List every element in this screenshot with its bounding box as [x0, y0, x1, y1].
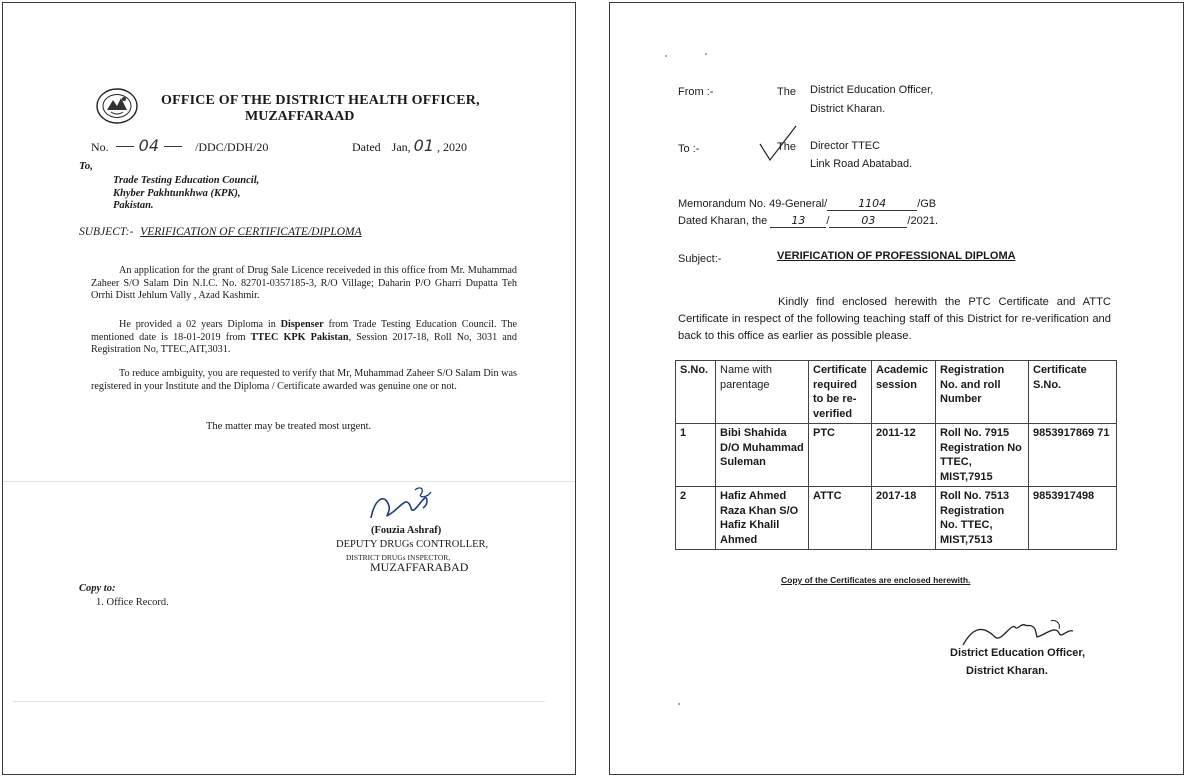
scan-speck: [705, 53, 707, 55]
reference-number: [91, 136, 268, 155]
signatory-name: (Fouzia Ashraf): [371, 525, 442, 536]
paragraph-request: To reduce ambiguity, you are requested to verify that Mr, Muhammad Zaheer S/O Salam Din was registered in your Institute and the Diploma / Certificate awarded was genuine one or not.: [91, 368, 517, 392]
letter-page-health-office: [2, 2, 576, 775]
table-header-row: [676, 361, 1117, 424]
subject-label: SUBJECT:-: [79, 226, 134, 238]
table-cell: 9853917869 71: [1029, 424, 1117, 487]
table-header-cell: Academic session: [872, 361, 936, 424]
office-city: MUZAFFARAAD: [245, 109, 355, 124]
from-line: District Education Officer,: [810, 84, 934, 96]
date-prefix: Dated Kharan, the: [678, 215, 768, 227]
to-line: Link Road Abatabad.: [810, 158, 913, 170]
reference-prefix: No.: [91, 140, 109, 154]
table-cell: 1: [676, 424, 716, 487]
letter-date: [352, 136, 467, 155]
office-title: OFFICE OF THE DISTRICT HEALTH OFFICER,: [161, 93, 480, 108]
table-cell: 2: [676, 487, 716, 550]
subject-label: Subject:-: [678, 253, 722, 265]
table-cell: Hafiz Ahmed Raza Khan S/O Hafiz Khalil Ahmed: [716, 487, 809, 550]
to-label: To,: [79, 160, 93, 172]
table-header-cell: Certificate required to be re-verified: [809, 361, 872, 424]
letter-body: Kindly find enclosed herewith the PTC Certificate and ATTC Certificate in respect of the following teaching staff of this District for re-verification and back to this office as earlier as possible please.: [678, 296, 1111, 342]
address-line: Pakistan.: [113, 200, 154, 211]
para-text: from Trade Testing Education Council. The mentioned date is 18-01-2019 from: [91, 319, 518, 343]
date-prefix: Dated: [352, 140, 381, 154]
copy-to-item: 1. Office Record.: [96, 597, 169, 608]
copy-to-label: Copy to:: [79, 583, 116, 594]
paragraph-diploma: [91, 319, 517, 357]
signatory-city: MUZAFFARABAD: [370, 560, 469, 574]
signatory-title: District Education Officer,: [950, 647, 1086, 659]
date-month: Jan,: [391, 140, 411, 154]
memorandum-number: [678, 197, 936, 211]
date-suffix: /2021.: [907, 215, 939, 227]
date-handwritten-day: 13: [770, 214, 826, 228]
letter-page-education-office: [609, 2, 1184, 775]
staff-table: [675, 360, 1117, 550]
to-label: To :-: [678, 143, 700, 155]
memo-prefix: Memorandum No. 49-General/: [678, 198, 828, 210]
memo-date: Dated Kharan, the 13 / 03 /2021.: [678, 214, 939, 227]
table-row: [676, 487, 1117, 550]
signatory-title: DEPUTY DRUGs CONTROLLER,: [336, 539, 489, 550]
paragraph-application: An application for the grant of Drug Sale Licence receiveded in this office from Mr. Muhammad Zaheer S/O Salam Din N.I.C. No. 82701-0357185-3, R/O Village; Daharin P/O Gharri Dupatta Teh Orrhi Distt Jehlum Vally , Azad Kashmir.: [91, 265, 517, 301]
table-cell: 2017-18: [872, 487, 936, 550]
date-year: , 2020: [437, 140, 468, 154]
table-cell: 2011-12: [872, 424, 936, 487]
table-cell: Roll No. 7915 Registration No TTEC, MIST,7915: [936, 424, 1029, 487]
to-line: Director TTEC: [810, 140, 881, 152]
handwritten-signature-icon: [363, 478, 453, 528]
date-handwritten-day: 01: [413, 136, 435, 155]
para-bold-text: TTEC KPK Pakistan: [250, 331, 349, 343]
subject-line: [79, 226, 362, 238]
address-line: Trade Testing Education Council,: [113, 175, 260, 186]
scan-speck: [665, 55, 667, 57]
subject-text: VERIFICATION OF CERTIFICATE/DIPLOMA: [140, 226, 362, 238]
para-text: , Session 2017-18, Roll No, 3031 and Registration No, TTEC,AIT,3031.: [91, 331, 517, 355]
address-line: Khyber Pakhtunkhwa (KPK),: [113, 188, 241, 199]
urgent-note: The matter may be treated most urgent.: [206, 421, 372, 432]
from-label: From :-: [678, 86, 714, 98]
table-cell: PTC: [809, 424, 872, 487]
scan-fold-line: [3, 481, 575, 482]
scan-fold-line: [13, 701, 545, 702]
government-seal-icon: [91, 86, 143, 126]
para-text: He provided a 02 years Diploma in: [119, 319, 281, 330]
reference-handwritten-number: 04: [138, 136, 160, 155]
para-bold-text: Dispenser: [280, 319, 324, 330]
table-cell: 9853917498: [1029, 487, 1117, 550]
subject-text: VERIFICATION OF PROFESSIONAL DIPLOMA: [777, 250, 1016, 262]
memo-suffix: /GB: [917, 198, 937, 210]
signatory-district: District Kharan.: [966, 665, 1048, 677]
from-line: District Kharan.: [810, 103, 886, 115]
table-row: [676, 424, 1117, 487]
from-the: The: [777, 86, 796, 98]
table-header-cell: Registration No. and roll Number: [936, 361, 1029, 424]
table-cell: Bibi Shahida D/O Muhammad Suleman: [716, 424, 809, 487]
date-handwritten-month: 03: [829, 214, 907, 228]
memo-handwritten-value: 1104: [827, 197, 917, 211]
table-header-cell: Name with parentage: [716, 361, 809, 424]
scan-speck: [678, 703, 680, 705]
table-cell: Roll No. 7513 Registration No. TTEC, MIST,7513: [936, 487, 1029, 550]
table-header-cell: Certificate S.No.: [1029, 361, 1117, 424]
reference-suffix: /DDC/DDH/20: [195, 140, 269, 154]
table-header-cell: S.No.: [676, 361, 716, 424]
table-cell: ATTC: [809, 487, 872, 550]
copy-note: Copy of the Certificates are enclosed herewith.: [781, 575, 971, 585]
signatory-subtitle: DISTRICT DRUGs INSPECTOR,: [346, 553, 451, 562]
to-the: The: [777, 141, 796, 153]
